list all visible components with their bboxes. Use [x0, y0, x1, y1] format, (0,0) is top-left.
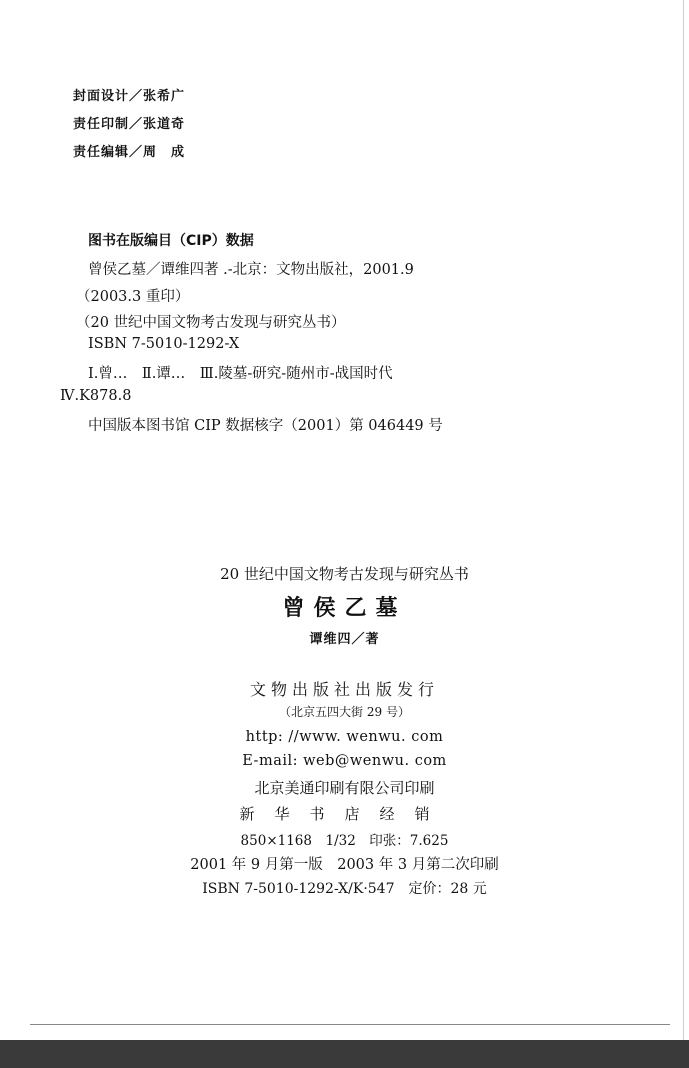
cip-line-isbn: ISBN 7-5010-1292-X — [88, 336, 240, 352]
printer-line: 北京美通印刷有限公司印刷 — [254, 779, 435, 797]
website: http: //www. wenwu. com — [245, 729, 444, 745]
scan-bottom-border — [0, 1040, 689, 1068]
email: E-mail: web@wenwu. com — [242, 753, 447, 769]
isbn-price-line: ISBN 7-5010-1292-X/K·547 定价：28 元 — [202, 881, 487, 897]
cip-line-record-number: 中国版本图书馆 CIP 数据核字（2001）第 046449 号 — [88, 418, 443, 434]
distributor-line: 新华书店经销 — [239, 805, 450, 823]
cip-line-classification: Ⅳ.K878.8 — [60, 388, 132, 404]
page-bottom-rule — [30, 1024, 670, 1025]
cover-design-credit: 封面设计／张希广 — [73, 89, 186, 104]
edition-line: 2001 年 9 月第一版 2003 年 3 月第二次印刷 — [190, 857, 499, 873]
cip-line-reprint: （2003.3 重印） — [76, 289, 190, 305]
book-title: 曾侯乙墓 — [282, 596, 407, 621]
author-line: 谭维四／著 — [309, 632, 380, 647]
series-title: 20 世纪中国文物考古发现与研究丛书 — [220, 565, 469, 583]
publisher-address: （北京五四大街 29 号） — [279, 705, 410, 719]
page-right-edge — [683, 0, 684, 1040]
cip-line-title: 曾侯乙墓／谭维四著 .-北京：文物出版社，2001.9 — [88, 262, 414, 278]
cip-line-subjects: Ⅰ.曾… Ⅱ.谭… Ⅲ.陵墓-研究-随州市-战国时代 — [88, 366, 393, 382]
cip-heading: 图书在版编目（CIP）数据 — [88, 233, 254, 249]
editor-credit: 责任编辑／周 成 — [73, 145, 186, 160]
format-spec: 850×1168 1/32 印张：7.625 — [240, 833, 449, 849]
publisher-line: 文物出版社出版发行 — [249, 680, 439, 699]
print-supervisor-credit: 责任印制／张道奇 — [73, 117, 186, 132]
cip-line-series: （20 世纪中国文物考古发现与研究丛书） — [76, 315, 346, 331]
